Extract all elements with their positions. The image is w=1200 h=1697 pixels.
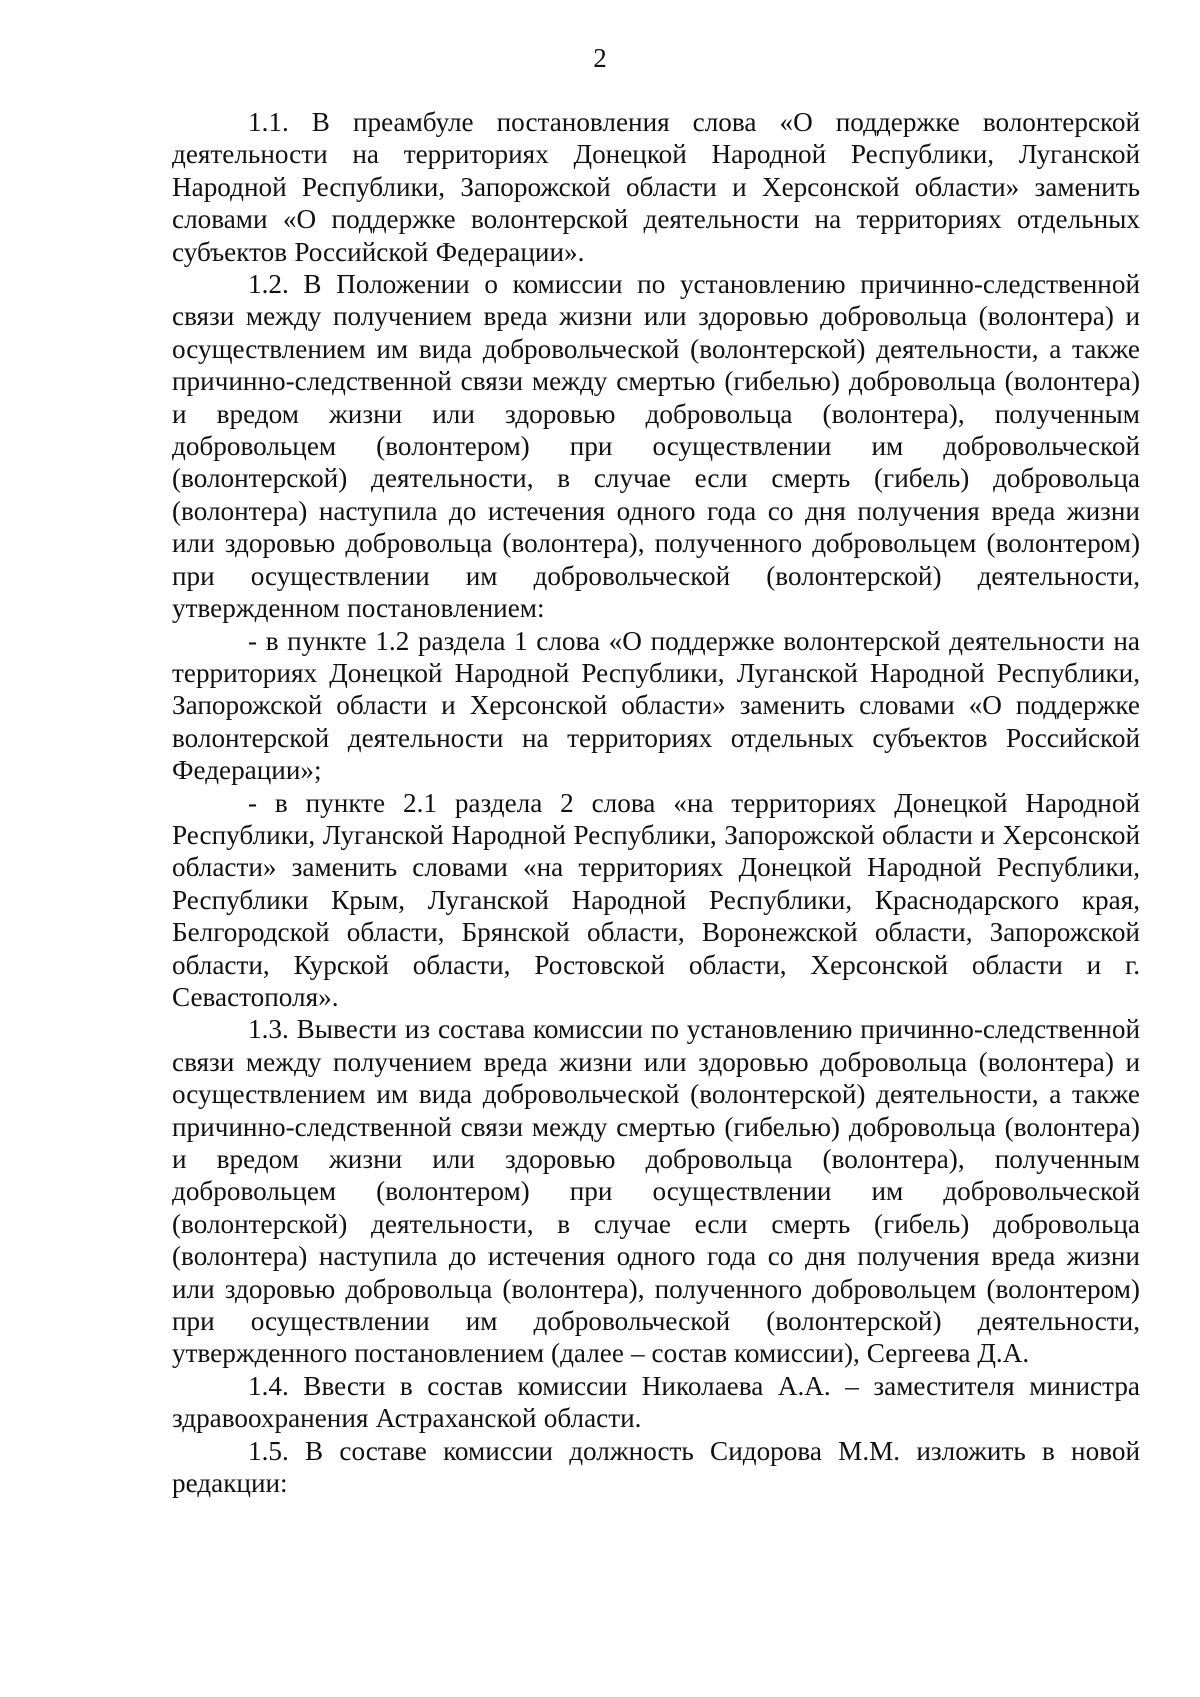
clause-1-2-item-1: - в пункте 1.2 раздела 1 слова «О поддержке волонтерской деятельности на территориях Донецкой Народной Республики, Луганской Народной Республики, Запорожской области и Херсонской области» заменить словами «О поддержке волонтерской деятельности на территориях отдельных субъектов Российской Федерации»; [172, 625, 1140, 786]
clause-1-4: 1.4. Ввести в состав комиссии Николаева А.А. – заместителя министра здравоохранения Астраханской области. [172, 1370, 1140, 1434]
document-body [172, 106, 1140, 1499]
clause-1-2: 1.2. В Положении о комиссии по установлению причинно-следственной связи между получением вреда жизни или здоровью добровольца (волонтера) и осуществлением им вида добровольческой (волонтерской) деятельности, а также причинно-следственной связи между смертью (гибелью) добровольца (волонтера) и вредом жизни или здоровью добровольца (волонтера), полученным добровольцем (волонтером) при осуществлении им добровольческой (волонтерской) деятельности, в случае если смерть (гибель) добровольца (волонтера) наступила до истечения одного года со дня получения вреда жизни или здоровью добровольца (волонтера), полученного добровольцем (волонтером) при осуществлении им добровольческой (волонтерской) деятельности, утвержденном постановлением: [172, 269, 1140, 624]
clause-1-3: 1.3. Вывести из состава комиссии по установлению причинно-следственной связи между получением вреда жизни или здоровью добровольца (волонтера) и осуществлением им вида добровольческой (волонтерской) деятельности, а также причинно-следственной связи между смертью (гибелью) добровольца (волонтера) и вредом жизни или здоровью добровольца (волонтера), полученным добровольцем (волонтером) при осуществлении им добровольческой (волонтерской) деятельности, в случае если смерть (гибель) добровольца (волонтера) наступила до истечения одного года со дня получения вреда жизни или здоровью добровольца (волонтера), полученного добровольцем (волонтером) при осуществлении им добровольческой (волонтерской) деятельности, утвержденного постановлением (далее – состав комиссии), Сергеева Д.А. [172, 1014, 1140, 1369]
clause-1-2-item-2: - в пункте 2.1 раздела 2 слова «на территориях Донецкой Народной Республики, Луганской Народной Республики, Запорожской области и Херсонской области» заменить словами «на территориях Донецкой Народной Республики, Республики Крым, Луганской Народной Республики, Краснодарского края, Белгородской области, Брянской области, Воронежской области, Запорожской области, Курской области, Ростовской области, Херсонской области и г. Севастополя». [172, 787, 1140, 1012]
clause-1-1: 1.1. В преамбуле постановления слова «О поддержке волонтерской деятельности на территориях Донецкой Народной Республики, Луганской Народной Республики, Запорожской области и Херсонской области» заменить словами «О поддержке волонтерской деятельности на территориях отдельных субъектов Российской Федерации». [172, 107, 1140, 267]
page-number: 2 [593, 43, 607, 73]
clause-1-5: 1.5. В составе комиссии должность Сидорова М.М. изложить в новой редакции: [172, 1435, 1140, 1499]
